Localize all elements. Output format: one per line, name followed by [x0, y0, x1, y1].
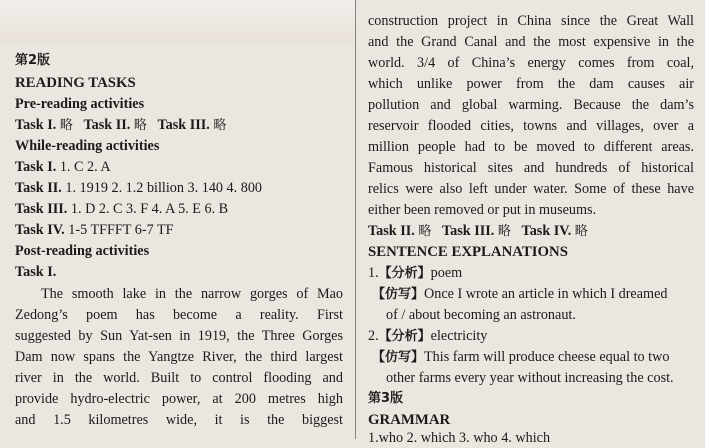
item-number: 2.: [368, 328, 379, 344]
task-answer: 1. C 2. A: [59, 159, 111, 175]
task-answer: 略: [574, 224, 588, 239]
paragraph-line: world. 3/4 of China’s energy comes from coal,: [368, 55, 694, 71]
task-label: Task II.: [15, 180, 62, 196]
paragraph-line: Dam now spans the Yangtze River, the third largest: [15, 349, 343, 365]
paragraph-line: and the Grand Canal and the most expensive in the: [368, 34, 694, 50]
paragraph-line: river in the world. Built to control flooding and: [15, 370, 343, 386]
explanation-item: [368, 326, 487, 347]
task-answer: 1-5 TFFFT 6-7 TF: [68, 222, 174, 238]
reading-tasks-heading: READING TASKS: [15, 75, 136, 91]
item-number: 1.: [368, 265, 379, 281]
pre-reading-tasks-row: [15, 115, 226, 136]
paragraph-line: Famous historical sites and hundreds of historical: [368, 160, 694, 176]
imitate-tag: 【仿写】: [372, 350, 425, 365]
task-answer: 略: [497, 224, 511, 239]
answer-row: [15, 220, 174, 240]
while-reading-heading: While-reading activities: [15, 138, 160, 154]
paragraph-line: suggested by Sun Yat-sen in 1919, the Three Gorges: [15, 328, 343, 344]
imitate-text: Once I wrote an article in which I dreamed: [424, 286, 668, 302]
paragraph-line: and 1.5 kilometres wide, it is the biggest: [15, 412, 343, 428]
paragraph-line: The smooth lake in the narrow gorges of Mao: [41, 286, 343, 302]
paragraph-line: Zedong’s poem has become a reality. First: [15, 307, 343, 323]
task-label: Task I.: [15, 159, 57, 175]
answer-row: [15, 178, 262, 198]
explanation-item: [368, 263, 462, 284]
paragraph-line: provide hydro-electric power, at 200 metres high: [15, 391, 343, 407]
paragraph-line: pollution and global warming. Because the dam’s: [368, 97, 694, 113]
task-label: Task III.: [15, 201, 68, 217]
answer-row: [15, 157, 111, 177]
paragraph-line: reservoir flooded cities, towns and villages, over a: [368, 118, 694, 134]
task-label: Task III.: [157, 117, 210, 133]
analysis-tag: 【分析】: [378, 266, 431, 281]
task-answer: 略: [59, 118, 73, 133]
blurred-header-strip: [0, 0, 355, 42]
analysis-word: electricity: [430, 328, 488, 344]
paragraph-line: relics were also left under water. Some of these have: [368, 181, 694, 197]
paragraph-line: million people had to be moved to different areas.: [368, 139, 694, 155]
imitation-line: [372, 284, 667, 305]
analysis-word: poem: [430, 265, 463, 281]
imitate-text: This farm will produce cheese equal to two: [424, 349, 670, 365]
task-answer: 1. D 2. C 3. F 4. A 5. E 6. B: [70, 201, 229, 217]
edition-label: 第2版: [15, 53, 51, 68]
post-reading-heading: Post-reading activities: [15, 243, 150, 259]
pre-reading-heading: Pre-reading activities: [15, 96, 145, 112]
column-divider: [355, 0, 356, 439]
sentence-explanations-heading: SENTENCE EXPLANATIONS: [368, 244, 568, 260]
task-answer: 略: [213, 118, 227, 133]
analysis-tag: 【分析】: [378, 329, 431, 344]
task-label: Task II.: [368, 223, 415, 239]
imitation-line-cont: other farms every year without increasing the cost.: [386, 370, 674, 386]
post-reading-task-label: Task I.: [15, 264, 57, 280]
task-label: Task III.: [442, 223, 495, 239]
answer-row: [15, 199, 228, 219]
grammar-answers: 1.who 2. which 3. who 4. which: [368, 430, 551, 446]
task-label: Task I.: [15, 117, 57, 133]
imitation-line: [372, 347, 669, 368]
task-label: Task IV.: [521, 223, 572, 239]
right-tasks-row: [368, 221, 588, 242]
task-label: Task IV.: [15, 222, 65, 238]
task-answer: 略: [133, 118, 147, 133]
task-answer: 略: [418, 224, 432, 239]
paragraph-line: which unlike power from the dam causes air: [368, 76, 694, 92]
task-label: Task II.: [83, 117, 131, 133]
imitate-tag: 【仿写】: [372, 287, 425, 302]
paragraph-line: construction project in China since the Great Wall: [368, 13, 694, 29]
grammar-heading: GRAMMAR: [368, 412, 451, 428]
paragraph-line: either been removed or put in museums.: [368, 202, 597, 218]
edition-label: 第3版: [368, 391, 404, 406]
task-answer: 1. 1919 2. 1.2 billion 3. 140 4. 800: [65, 180, 263, 196]
imitation-line-cont: of / about becoming an astronaut.: [386, 307, 576, 323]
